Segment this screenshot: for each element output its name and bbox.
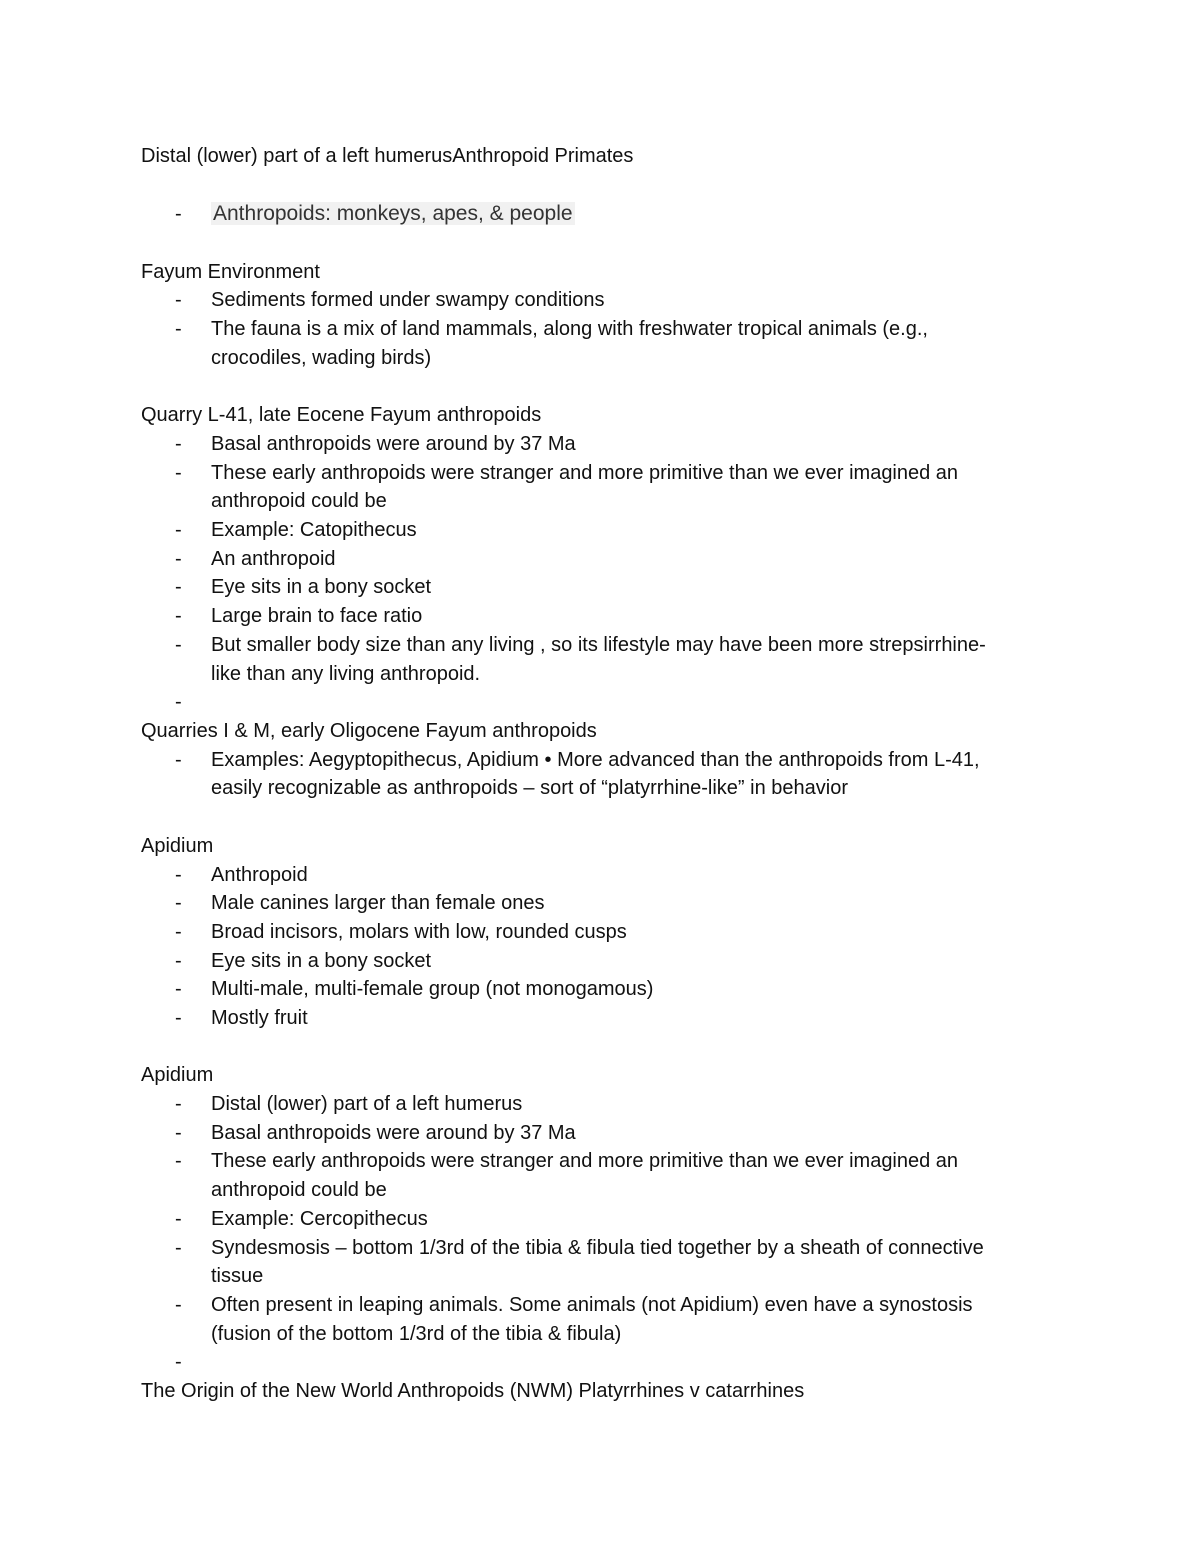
bullet-text: Large brain to face ratio (211, 605, 423, 627)
bullet-text: These early anthropoids were stranger and more primitive than we ever imagined an (211, 462, 959, 484)
bullet-dash: - (175, 1007, 182, 1029)
bullet-dash-empty: - (175, 1351, 182, 1373)
bullet-dash: - (175, 1237, 182, 1259)
bullet-text: Often present in leaping animals. Some animals (not Apidium) even have a synostosis (211, 1294, 973, 1316)
heading-new-world-anthropoids: The Origin of the New World Anthropoids (NWM) Platyrrhines v catarrhines (141, 1380, 805, 1402)
bullet-text: Eye sits in a bony socket (211, 576, 432, 598)
highlighted-text: Anthropoids: monkeys, apes, & people (213, 202, 573, 225)
bullet-text-cont: easily recognizable as anthropoids – sort of “platyrrhine-like” in behavior (211, 777, 848, 799)
bullet-dash: - (175, 749, 182, 771)
bullet-dash: - (175, 462, 182, 484)
bullet-text: Examples: Aegyptopithecus, Apidium • More advanced than the anthropoids from L-41, (211, 749, 980, 771)
bullet-dash: - (175, 1208, 182, 1230)
bullet-text-cont: tissue (211, 1265, 264, 1287)
heading-primates: Distal (lower) part of a left humerusAnthropoid Primates (141, 145, 634, 167)
bullet-text: Distal (lower) part of a left humerus (211, 1093, 523, 1115)
bullet-text-cont: (fusion of the bottom 1/3rd of the tibia & fibula) (211, 1323, 622, 1345)
bullet-text: But smaller body size than any living , so its lifestyle may have been more strepsirrhine- (211, 634, 986, 656)
bullet-text: Male canines larger than female ones (211, 892, 545, 914)
heading-apidium: Apidium (141, 835, 214, 857)
bullet-dash: - (175, 634, 182, 656)
bullet-dash-empty: - (175, 691, 182, 713)
bullet-text: An anthropoid (211, 548, 336, 570)
bullet-text: Mostly fruit (211, 1007, 308, 1029)
bullet-dash: - (175, 1093, 182, 1115)
bullet-text: Multi-male, multi-female group (not monogamous) (211, 978, 654, 1000)
bullet-dash: - (175, 289, 182, 311)
bullet-dash: - (175, 950, 182, 972)
bullet-text: Sediments formed under swampy conditions (211, 289, 605, 311)
bullet-text (211, 200, 575, 228)
bullet-dash: - (175, 605, 182, 627)
bullet-dash: - (175, 318, 182, 340)
bullet-dash: - (175, 1122, 182, 1144)
heading-apidium-2: Apidium (141, 1064, 214, 1086)
bullet-text: Basal anthropoids were around by 37 Ma (211, 1122, 576, 1144)
heading-quarries-i-m: Quarries I & M, early Oligocene Fayum anthropoids (141, 720, 597, 742)
bullet-text: Broad incisors, molars with low, rounded cusps (211, 921, 627, 943)
bullet-dash: - (175, 519, 182, 541)
bullet-dash: - (175, 203, 182, 225)
bullet-dash: - (175, 864, 182, 886)
bullet-text: Example: Catopithecus (211, 519, 417, 541)
heading-fayum-environment: Fayum Environment (141, 261, 320, 283)
bullet-dash: - (175, 576, 182, 598)
bullet-text-cont: anthropoid could be (211, 490, 387, 512)
bullet-text: These early anthropoids were stranger and more primitive than we ever imagined an (211, 1150, 959, 1172)
heading-quarry-l41: Quarry L-41, late Eocene Fayum anthropoids (141, 404, 542, 426)
bullet-text: Basal anthropoids were around by 37 Ma (211, 433, 576, 455)
bullet-text: Example: Cercopithecus (211, 1208, 428, 1230)
bullet-dash: - (175, 892, 182, 914)
bullet-text: The fauna is a mix of land mammals, along with freshwater tropical animals (e.g., (211, 318, 928, 340)
bullet-dash: - (175, 921, 182, 943)
bullet-text-cont: anthropoid could be (211, 1179, 387, 1201)
bullet-dash: - (175, 548, 182, 570)
bullet-dash: - (175, 978, 182, 1000)
bullet-text-cont: like than any living anthropoid. (211, 663, 481, 685)
bullet-text: Anthropoid (211, 864, 308, 886)
bullet-text: Eye sits in a bony socket (211, 950, 432, 972)
bullet-dash: - (175, 1294, 182, 1316)
bullet-dash: - (175, 433, 182, 455)
bullet-text: Syndesmosis – bottom 1/3rd of the tibia & fibula tied together by a sheath of connective (211, 1237, 984, 1259)
bullet-dash: - (175, 1150, 182, 1172)
bullet-text-cont: crocodiles, wading birds) (211, 347, 432, 369)
